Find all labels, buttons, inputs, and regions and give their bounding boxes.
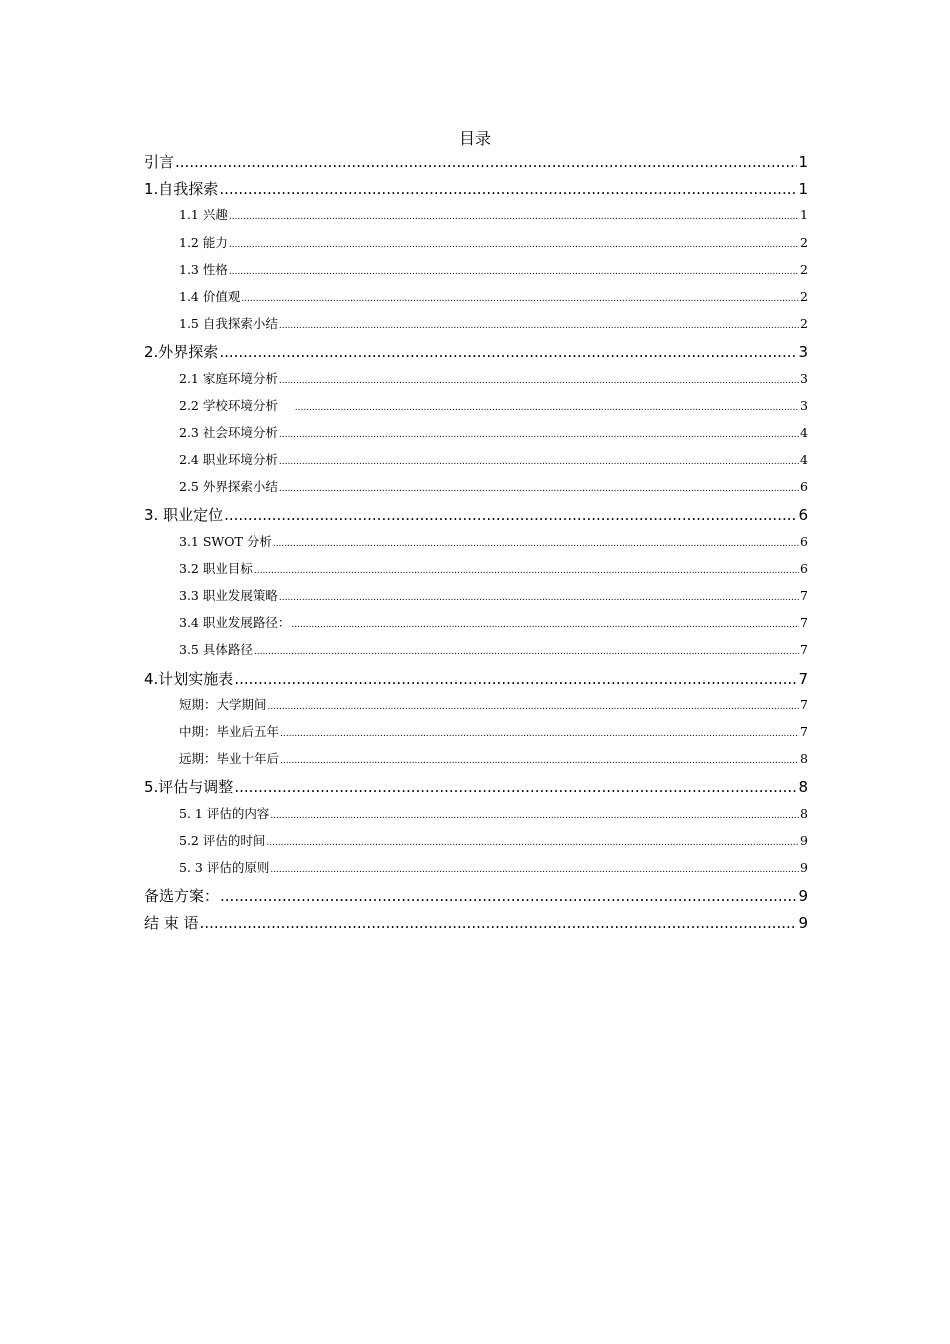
toc-entry-title: 1.2 能力: [179, 234, 228, 250]
toc-dot-leader: [254, 647, 799, 657]
toc-page-number: 7: [800, 696, 808, 712]
toc-dot-leader: [241, 294, 799, 304]
toc-entry[interactable]: [144, 341, 808, 368]
toc-dot-leader: [280, 729, 799, 739]
toc-entry-title: 4.计划实施表: [144, 669, 234, 688]
toc-entry-title: 5.评估与调整: [144, 778, 234, 797]
toc-entry-title: 备选方案：: [144, 887, 220, 906]
toc-subentry[interactable]: [144, 233, 808, 260]
toc-entry-title: 2.5 外界探索小结: [179, 479, 278, 495]
toc-subentry[interactable]: [144, 287, 808, 314]
toc-page-number: 9: [800, 859, 808, 875]
toc-page-number: 7: [800, 615, 808, 631]
toc-entry-title: 1.1 兴趣: [179, 207, 228, 223]
toc-subentry[interactable]: [144, 423, 808, 450]
toc-page-number: 8: [798, 778, 808, 797]
toc-subentry[interactable]: [144, 858, 808, 885]
toc-entry-title: 远期：毕业十年后: [179, 751, 280, 767]
toc-dot-leader: [175, 153, 797, 171]
toc-page-number: 8: [800, 751, 808, 767]
toc-dot-leader: [229, 212, 799, 222]
toc-entry-title: 5.2 评估的时间: [179, 832, 266, 848]
toc-dot-leader: [279, 484, 799, 494]
toc-subentry[interactable]: [144, 205, 808, 232]
toc-page-number: 3: [798, 343, 808, 362]
toc-subentry[interactable]: [144, 559, 808, 586]
toc-subentry[interactable]: [144, 450, 808, 477]
toc-entry[interactable]: [144, 668, 808, 695]
toc-page-number: 6: [800, 479, 808, 495]
toc-entry-title: 2.2 学校环境分析: [179, 397, 294, 413]
toc-entry-title: 3.4 职业发展路径：: [179, 615, 291, 631]
toc-subentry[interactable]: [144, 749, 808, 776]
toc-page-number: 9: [800, 832, 808, 848]
toc-entry-title: 5. 3 评估的原则: [179, 859, 270, 875]
toc-entry-title: 1.4 价值观: [179, 288, 241, 304]
toc-subentry[interactable]: [144, 369, 808, 396]
toc-entry-title: 2.4 职业环境分析: [179, 452, 278, 468]
toc-dot-leader: [254, 566, 799, 576]
toc-subentry[interactable]: [144, 532, 808, 559]
toc-entry[interactable]: [144, 776, 808, 803]
toc-dot-leader: [273, 539, 799, 549]
toc-subentry[interactable]: [144, 831, 808, 858]
toc-dot-leader: [295, 403, 799, 413]
toc-entry-title: 1.3 性格: [179, 261, 228, 277]
toc-entry-title: 3.3 职业发展策略: [179, 588, 278, 603]
toc-subentry[interactable]: [144, 260, 808, 287]
toc-entry-title: 3.5 具体路径: [179, 642, 253, 658]
toc-dot-leader: [291, 620, 799, 630]
toc-entry-title: 1.5 自我探索小结: [179, 316, 278, 332]
toc-subentry[interactable]: [144, 477, 808, 504]
toc-subentry[interactable]: [144, 804, 808, 831]
toc-entry[interactable]: [144, 178, 808, 205]
toc-dot-leader: [270, 865, 799, 875]
toc-subentry[interactable]: [144, 613, 808, 640]
toc-entry-title: 短期：大学期间: [179, 696, 267, 712]
toc-page-number: 9: [798, 887, 808, 906]
toc-dot-leader: [279, 430, 799, 440]
toc-entry-title: 1.自我探索: [144, 180, 219, 199]
toc-entry-title: 5. 1 评估的内容: [179, 805, 270, 821]
toc-entry-title: 中期：毕业后五年: [179, 723, 280, 739]
toc-page-number: 8: [800, 805, 808, 821]
toc-subentry[interactable]: [144, 722, 808, 749]
toc-page-number: 7: [800, 642, 808, 658]
toc-subentry[interactable]: [144, 695, 808, 722]
toc-subentry[interactable]: [144, 396, 808, 423]
toc-page-number: 7: [800, 588, 808, 603]
toc-entry-title: 3.2 职业目标: [179, 560, 253, 576]
toc-page-number: 2: [800, 316, 808, 332]
toc-dot-leader: [220, 887, 797, 905]
toc-entry-title: 3.1 SWOT 分析: [179, 533, 272, 549]
toc-page-number: 1: [800, 207, 808, 223]
toc-dot-leader: [219, 343, 797, 361]
toc-dot-leader: [200, 914, 798, 932]
toc-page-number: 4: [800, 452, 808, 468]
toc-dot-leader: [266, 838, 799, 848]
toc-page-number: 4: [800, 424, 808, 440]
toc-dot-leader: [279, 593, 799, 603]
toc-entry-title: 结 束 语: [144, 914, 199, 933]
toc-subentry[interactable]: [144, 640, 808, 667]
toc-dot-leader: [229, 267, 799, 277]
toc-entry[interactable]: [144, 504, 808, 531]
toc-page-number: 6: [800, 560, 808, 576]
toc-page-number: 9: [798, 914, 808, 933]
toc-dot-leader: [229, 240, 799, 250]
toc-entry-title: 2.1 家庭环境分析: [179, 370, 278, 386]
toc-dot-leader: [219, 180, 797, 198]
toc-entry[interactable]: [144, 912, 808, 939]
table-of-contents: [144, 151, 808, 939]
toc-dot-leader: [268, 702, 800, 712]
toc-dot-leader: [234, 670, 797, 688]
toc-dot-leader: [270, 811, 799, 821]
toc-page-number: 3: [800, 397, 808, 413]
toc-dot-leader: [224, 506, 797, 524]
toc-entry-title: 引言: [144, 153, 175, 171]
toc-page-number: 3: [800, 370, 808, 386]
toc-subentry[interactable]: [144, 314, 808, 341]
toc-dot-leader: [279, 457, 799, 467]
toc-entry-title: 2.3 社会环境分析: [179, 424, 278, 440]
toc-dot-leader: [234, 778, 797, 796]
toc-page-number: 7: [798, 669, 808, 688]
toc-dot-leader: [279, 376, 799, 386]
toc-dot-leader: [279, 321, 799, 331]
toc-page-number: 1: [798, 180, 808, 199]
toc-dot-leader: [280, 756, 799, 766]
toc-page-number: 1: [798, 153, 808, 171]
toc-page-number: 7: [800, 723, 808, 739]
toc-page-number: 2: [800, 288, 808, 304]
toc-entry[interactable]: [144, 151, 808, 178]
toc-entry-title: 2.外界探索: [144, 343, 219, 362]
toc-entry-title: 3. 职业定位: [144, 506, 224, 525]
toc-entry[interactable]: [144, 885, 808, 912]
toc-page-number: 6: [798, 506, 808, 525]
toc-title: 目录: [458, 129, 491, 148]
toc-page-number: 2: [800, 234, 808, 250]
toc-page-number: 2: [800, 261, 808, 277]
toc-page-number: 6: [800, 533, 808, 549]
toc-subentry[interactable]: [144, 586, 808, 613]
